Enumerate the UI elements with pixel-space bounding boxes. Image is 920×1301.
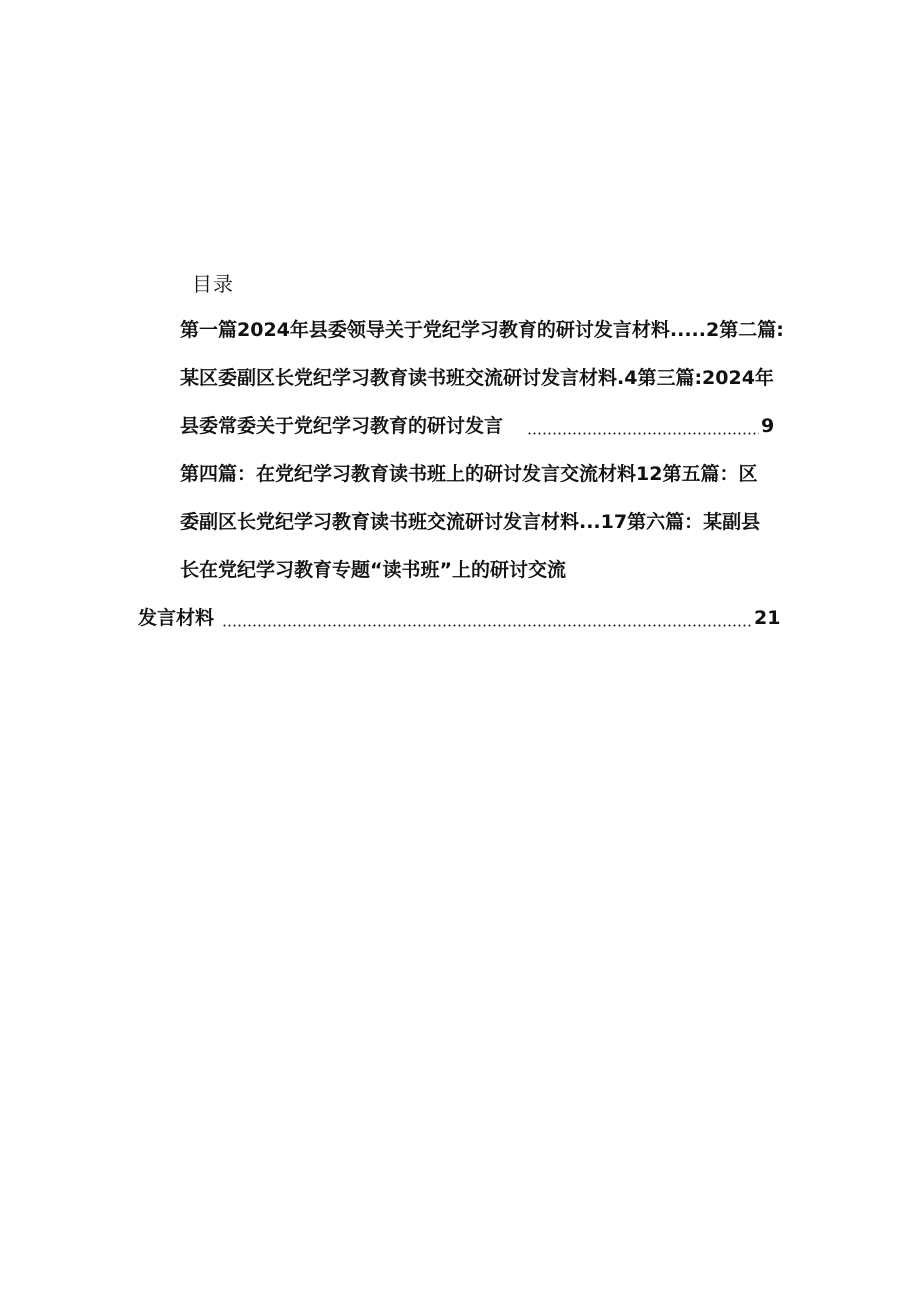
toc-line-3: 县委常委关于党纪学习教育的研讨发言 — [180, 415, 504, 437]
toc-dot-leader — [222, 624, 752, 627]
toc-line-2: 某区委副区长党纪学习教育读书班交流研讨发言材料.4第三篇:2024年 — [180, 367, 774, 389]
toc-line-7: 发言材料 — [138, 607, 215, 629]
toc-line-5: 委副区长党纪学习教育读书班交流研讨发言材料...17第六篇：某副县 — [180, 511, 761, 533]
toc-dot-leader — [527, 432, 759, 435]
toc-title: 目录 — [192, 272, 234, 296]
toc-page-number: 9 — [761, 415, 775, 437]
toc-page-number: 21 — [754, 607, 781, 629]
toc-line-1: 第一篇2024年县委领导关于党纪学习教育的研讨发言材料.....2第二篇: — [180, 319, 784, 341]
toc-line-4: 第四篇：在党纪学习教育读书班上的研讨发言交流材料12第五篇：区 — [180, 463, 758, 485]
toc-line-6: 长在党纪学习教育专题“读书班”上的研讨交流 — [180, 559, 566, 581]
